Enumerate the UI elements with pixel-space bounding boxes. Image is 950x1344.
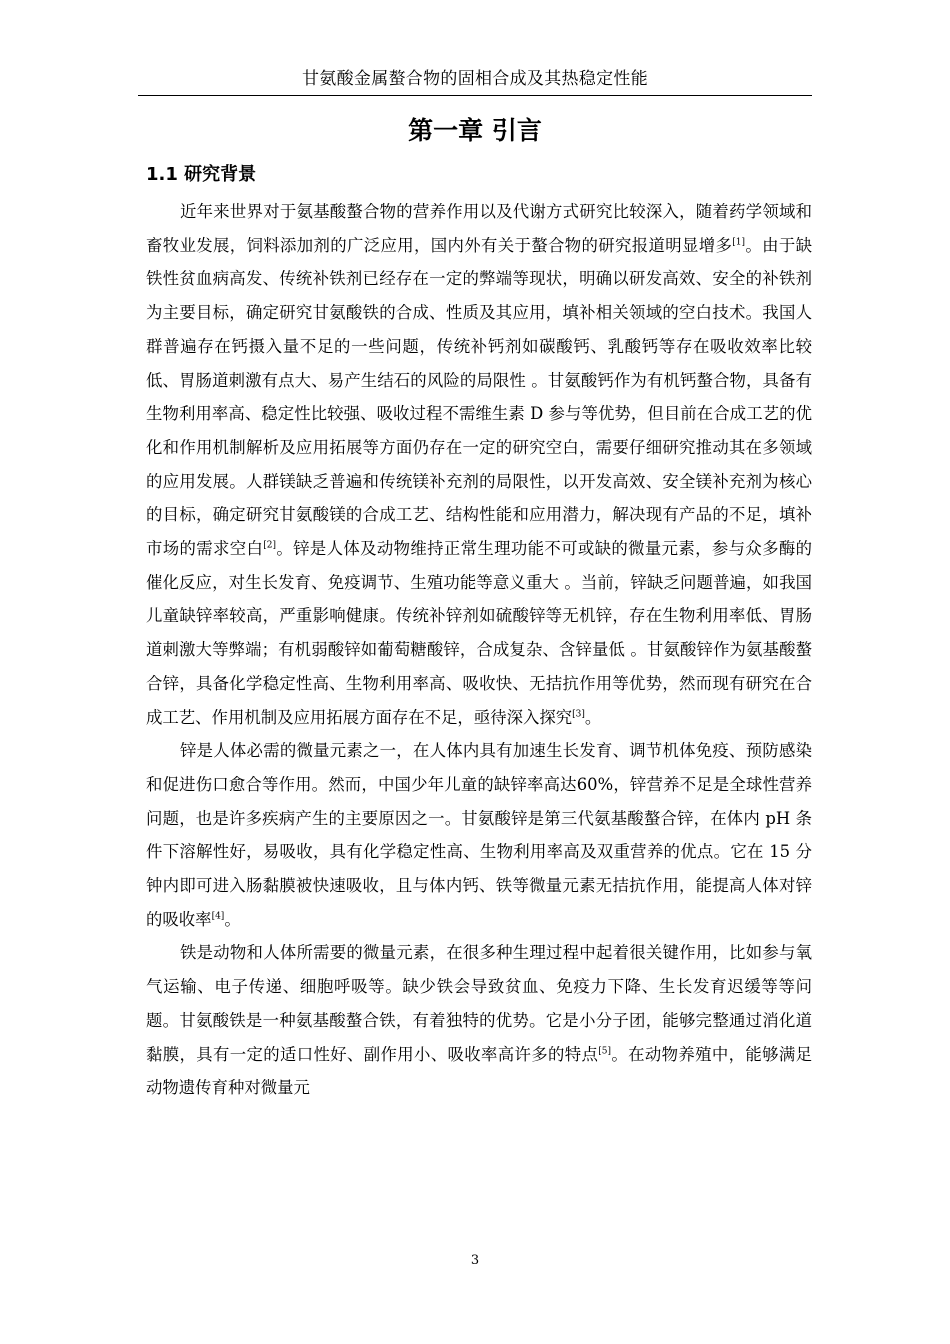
chapter-title: 第一章 引言 xyxy=(408,116,542,145)
paragraph-text: 。锌是人体及动物维持正常生理功能不可或缺的微量元素，参与众多酶的催化反应，对生长发育、免疫调节、生殖功能等意义重大 。当前，锌缺乏问题普遍，如我国儿童缺锌率较高，严重影响健康。传统补锌剂如硫酸锌等无机锌，存在生物利用率低、胃肠道刺激大等弊端；有机弱酸锌如葡萄糖酸锌，合成复杂、含锌量低 。甘氨酸锌作为氨基酸螯合锌，具备化学稳定性高、生物利用率高、吸收快、无拮抗作用等优势，然而现有研究在合成工艺、作用机制及应用拓展方面存在不足，亟待深入探究 xyxy=(146,539,812,727)
body-paragraph xyxy=(146,936,812,1105)
section-title: 1.1 研究背景 xyxy=(146,164,257,185)
paragraph-text: 铁是动物和人体所需要的微量元素，在很多种生理过程中起着很关键作用，比如参与氧气运输、电子传递、细胞呼吸等。缺少铁会导致贫血、免疫力下降、生长发育迟缓等等问题。甘氨酸铁是一种氨基酸螯合铁，有着独特的优势。它是小分子团，能够完整通过消化道黏膜，具有一定的适口性好、副作用小、吸收率高许多的特点 xyxy=(146,943,812,1064)
paragraph-text: 。 xyxy=(584,707,602,727)
paragraph-text: 。 xyxy=(224,909,241,929)
header-divider xyxy=(138,95,812,96)
paragraph-text: 。在动物养殖中，能够满足动物遗传育种对微量元 xyxy=(146,1044,812,1098)
paragraph-text: 近年来世界对于氨基酸螯合物的营养作用以及代谢方式研究比较深入，随着药学领域和畜牧业发展，饲料添加剂的广泛应用，国内外有关于螯合物的研究报道明显增多 xyxy=(146,202,812,255)
citation-reference: [2] xyxy=(263,540,276,551)
citation-reference: [3] xyxy=(572,709,585,720)
body-text xyxy=(146,195,812,1105)
body-paragraph xyxy=(146,734,812,936)
citation-reference: [4] xyxy=(211,911,225,922)
paragraph-text: 。由于缺铁性贫血病高发、传统补铁剂已经存在一定的弊端等现状，明确以研发高效、安全的补铁剂为主要目标，确定研究甘氨酸铁的合成、性质及其应用，填补相关领域的空白技术。我国人群普遍存在钙摄入量不足的一些问题，传统补钙剂如碳酸钙、乳酸钙等存在吸收效率比较低、胃肠道刺激有点大、易产生结石的风险的局限性 。甘氨酸钙作为有机钙螯合物，具备有生物利用率高、稳定性比较强、吸收过程不需维生素 D 参与等优势，但目前在合成工艺的优化和作用机制解析及应用拓展等方面仍存在一定的研究空白，需要仔细研究推动其在多领域的应用发展。人群镁缺乏普遍和传统镁补充剂的局限性，以开发高效、安全镁补充剂为核心的目标，确定研究甘氨酸镁的合成工艺、结构性能和应用潜力，解决现有产品的不足，填补市场的需求空白 xyxy=(146,235,812,559)
citation-reference: [1] xyxy=(732,237,745,248)
running-header: 甘氨酸金属螯合物的固相合成及其热稳定性能 xyxy=(302,69,648,89)
page-number: 3 xyxy=(470,1253,480,1268)
body-paragraph xyxy=(146,195,812,734)
citation-reference: [5] xyxy=(598,1046,611,1057)
paragraph-text: 锌是人体必需的微量元素之一，在人体内具有加速生长发育、调节机体免疫、预防感染和促进伤口愈合等作用。然而，中国少年儿童的缺锌率高达60%，锌营养不足是全球性营养问题，也是许多疾病产生的主要原因之一。甘氨酸锌是第三代氨基酸螯合锌，在体内 pH 条件下溶解性好，易吸收，具有化学稳定性高、生物利用率高及双重营养的优点。它在 15 分钟内即可进入肠黏膜被快速吸收，且与体内钙、铁等微量元素无拮抗作用，能提高人体对锌的吸收率 xyxy=(146,741,812,929)
